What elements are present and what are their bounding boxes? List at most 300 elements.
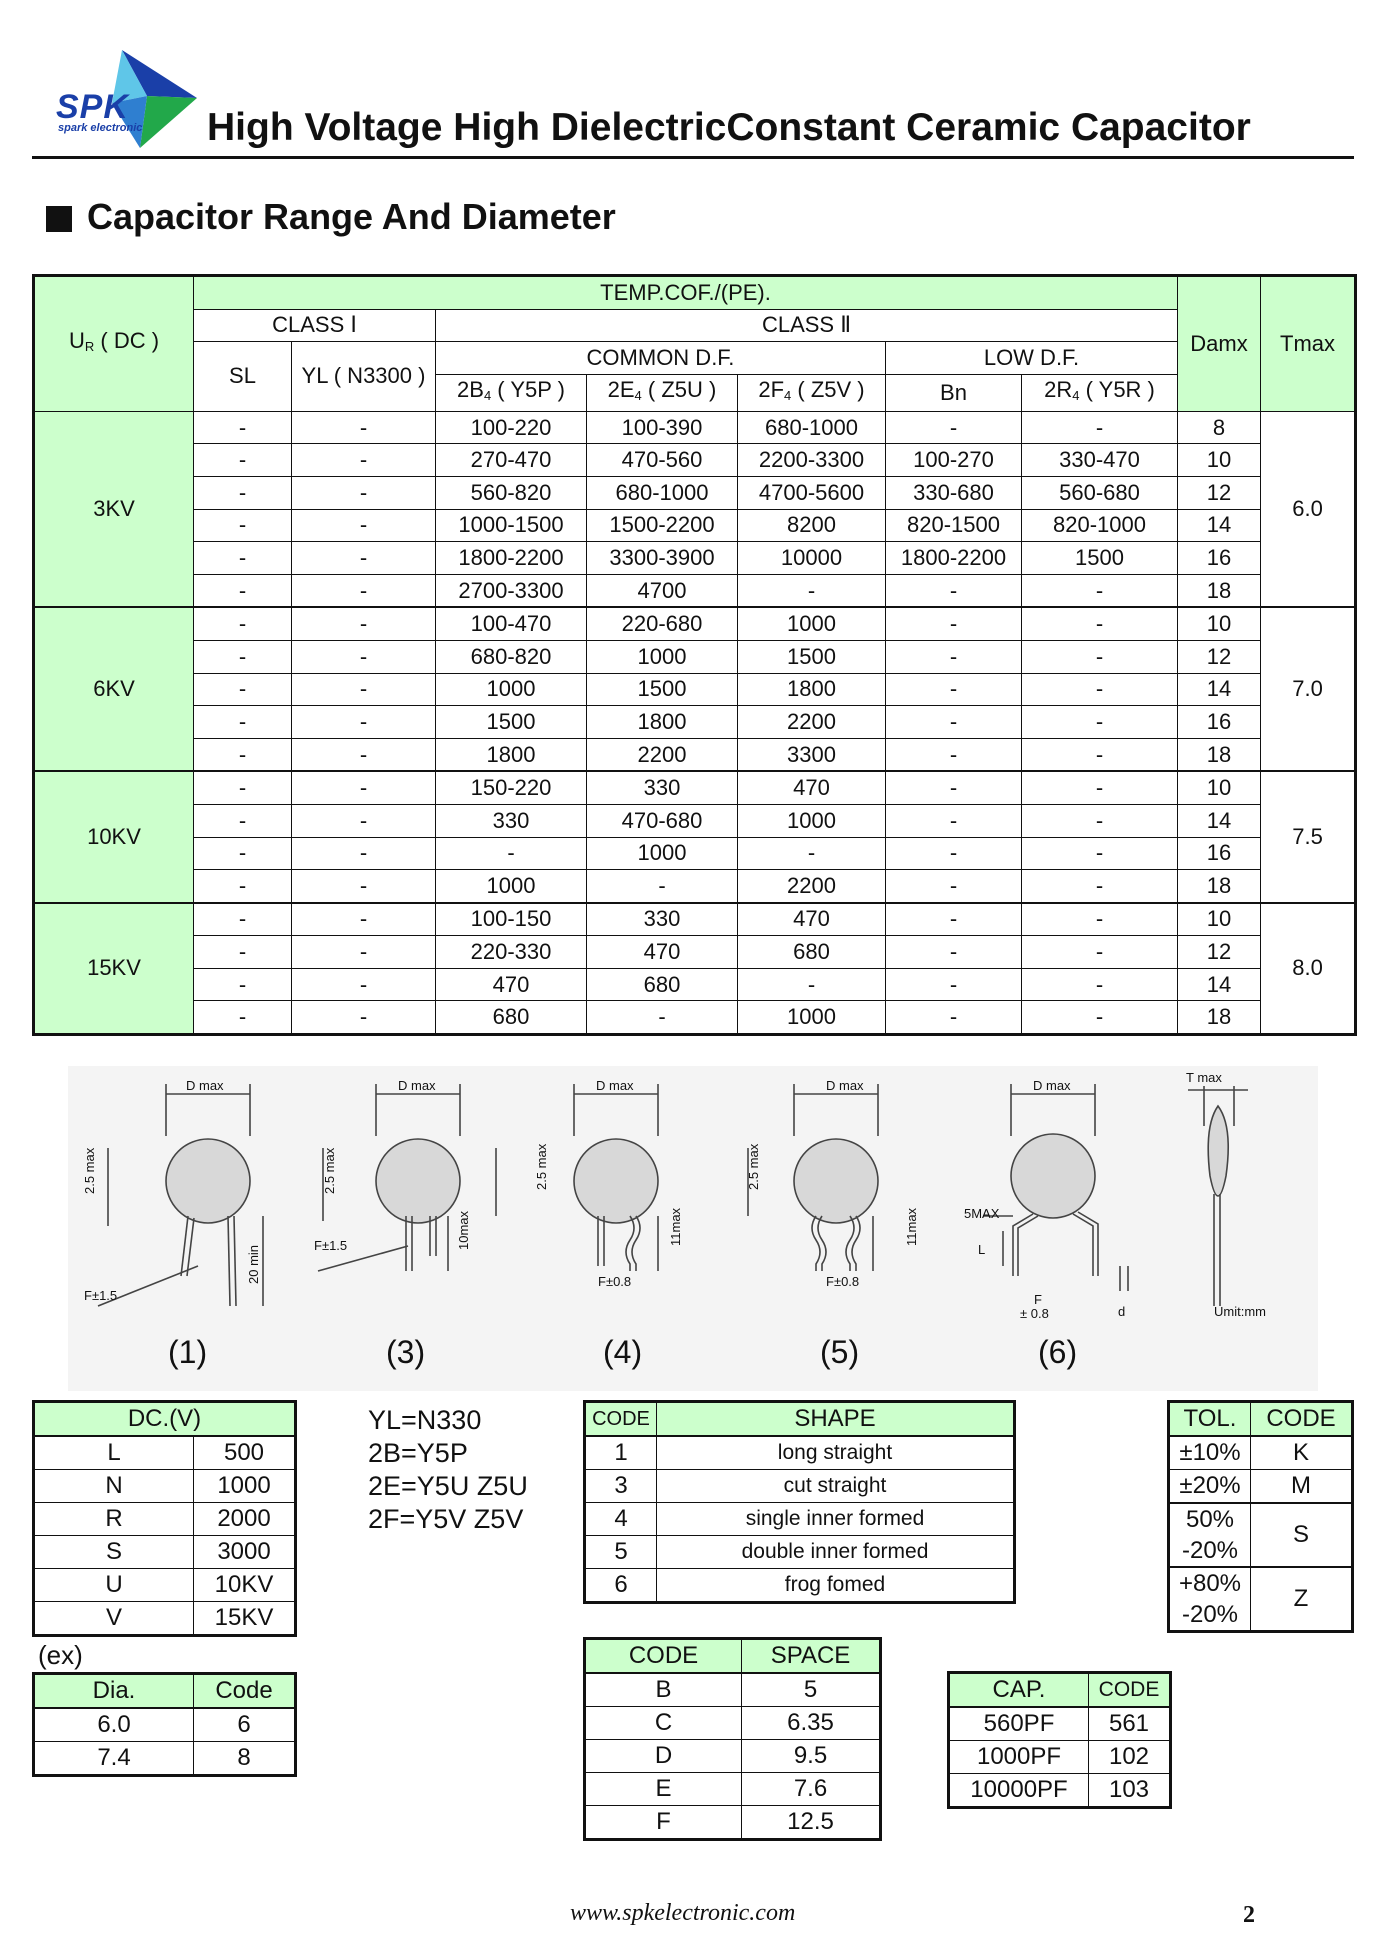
range-cell: - [738,574,886,607]
space-header: SPACE [742,1639,881,1674]
range-cell: - [1022,804,1178,837]
range-cell: 1800 [587,706,738,739]
logo [52,48,202,148]
range-cell: - [292,837,436,870]
dc-row [34,1569,296,1602]
range-cell: - [886,903,1022,936]
space-cell: 12.5 [742,1806,881,1840]
range-row [34,509,1356,542]
dim-25-label-4: 2.5 max [534,1143,549,1190]
range-row [34,936,1356,969]
range-cell: - [194,444,292,477]
space-code-header: CODE [585,1639,742,1674]
dc-cell: 2000 [194,1503,296,1536]
space-table-body [585,1673,881,1840]
range-cell: 10 [1178,903,1261,936]
range-cell: 680 [738,936,886,969]
tmax-header: Tmax [1261,276,1356,412]
range-cell: 2200 [587,738,738,771]
range-cell: - [886,706,1022,739]
range-cell: 14 [1178,509,1261,542]
logo-subtext: spark electronic [58,122,143,134]
range-cell: - [194,968,292,1001]
cap-row [949,1707,1171,1741]
dim-25-label-1: 2.5 max [82,1147,97,1194]
range-cell: 3300-3900 [587,542,738,575]
range-cell: 330-680 [886,476,1022,509]
range-cell: 1500 [738,640,886,673]
range-cell: 680-1000 [587,476,738,509]
range-cell: 1800 [436,738,587,771]
range-cell: 330 [587,903,738,936]
range-cell: - [886,771,1022,804]
dc-cell: 500 [194,1436,296,1470]
shape-cell: cut straight [657,1470,1015,1503]
range-cell: 270-470 [436,444,587,477]
range-cell: - [886,411,1022,444]
shape-cell: double inner formed [657,1536,1015,1569]
dc-table-header: DC.(V) [34,1402,296,1437]
dc-cell: S [34,1536,194,1569]
range-cell: 16 [1178,837,1261,870]
cap-cell: 102 [1089,1741,1171,1774]
dim-25-label-3: 2.5 max [322,1147,337,1194]
tol-lower: -20% [1181,1537,1239,1564]
col-bn-header: Bn [886,374,1022,411]
tmax-cell: 7.0 [1261,607,1356,771]
range-cell: - [194,771,292,804]
range-cell: - [436,837,587,870]
f08-label-4: F±0.8 [598,1274,632,1289]
range-cell: - [292,509,436,542]
tmax-label: T max [1186,1070,1222,1085]
col-2r4-header: $2R_4$ ( Y5R ) [1022,374,1178,411]
cap-cell: 560PF [949,1707,1089,1741]
space-row [585,1673,881,1707]
tol-code-header: CODE [1251,1402,1353,1437]
range-cell: - [292,607,436,640]
shape-cell: 6 [585,1569,657,1603]
dc-row [34,1503,296,1536]
range-row [34,640,1356,673]
l-label: L [978,1242,986,1257]
cap-row [949,1774,1171,1808]
tmax-cell: 6.0 [1261,411,1356,607]
range-row [34,738,1356,771]
range-cell: - [194,574,292,607]
dc-row [34,1436,296,1470]
range-cell: 1500 [1022,542,1178,575]
d-label: d [1118,1304,1126,1319]
range-cell: - [292,804,436,837]
range-cell: - [1022,738,1178,771]
range-row [34,444,1356,477]
range-cell: 16 [1178,542,1261,575]
space-cell: 5 [742,1673,881,1707]
range-cell: - [1022,1001,1178,1035]
range-cell: 1000 [738,804,886,837]
range-cell: 8 [1178,411,1261,444]
range-cell: - [194,673,292,706]
max11-label-5: 11max [904,1207,919,1246]
range-cell: - [194,903,292,936]
temp-cof-header: TEMP.COF./(PE). [194,276,1178,310]
range-cell: 12 [1178,476,1261,509]
dc-row [34,1470,296,1503]
dmax-label-4: D max [596,1078,634,1093]
range-cell: 8200 [738,509,886,542]
range-cell: - [1022,771,1178,804]
dc-cell: 1000 [194,1470,296,1503]
dc-cell: 15KV [194,1602,296,1636]
section-bullet-icon [46,206,72,232]
shape-code-header: CODE [585,1402,657,1437]
range-cell: 4700 [587,574,738,607]
range-row [34,574,1356,607]
capacitor-diagrams-svg [68,1066,1318,1391]
range-cell: 12 [1178,640,1261,673]
f-label-6: F [1034,1292,1042,1307]
range-cell: 18 [1178,870,1261,903]
shape-header: SHAPE [657,1402,1015,1437]
min20-label: 20 min [246,1244,261,1284]
dc-cell: N [34,1470,194,1503]
range-cell: - [194,1001,292,1035]
yl-header: YL ( N3300 ) [292,342,436,412]
tol-upper: +80% [1178,1570,1242,1597]
range-cell: 1000 [587,640,738,673]
range-cell: - [292,411,436,444]
diagram-label-6: (6) [1038,1334,1078,1370]
range-cell: 14 [1178,804,1261,837]
ex-label: (ex) [38,1640,83,1670]
shape-cell: 1 [585,1436,657,1470]
sl-header: SL [194,342,292,412]
range-cell: - [738,968,886,1001]
dmax-label-1: D max [186,1078,224,1093]
range-cell: 1500 [587,673,738,706]
range-cell: - [1022,607,1178,640]
logo-text: SPK [56,88,129,126]
dia-code-table [32,1672,297,1777]
dmax-label-5: D max [826,1078,864,1093]
space-cell: C [585,1707,742,1740]
range-row [34,903,1356,936]
range-cell: 680-820 [436,640,587,673]
cap-header: CAP. [949,1673,1089,1708]
f15-label-3: F±1.5 [314,1238,348,1253]
note-2: 2B=Y5P [368,1438,468,1468]
diagram-label-4: (4) [603,1334,643,1370]
range-cell: 18 [1178,738,1261,771]
tol-code: K [1251,1436,1353,1470]
range-cell: - [1022,936,1178,969]
diagram-label-3: (3) [386,1334,426,1370]
col-2b4-header: $2B_4$ ( Y5P ) [436,374,587,411]
range-cell: 1800-2200 [436,542,587,575]
range-cell: 100-390 [587,411,738,444]
space-row [585,1740,881,1773]
voltage-cell: 10KV [34,771,194,902]
dc-cell: V [34,1602,194,1636]
tol-value: ±20% [1169,1470,1251,1504]
space-row [585,1806,881,1840]
voltage-cell: 3KV [34,411,194,607]
range-row [34,968,1356,1001]
low-df-header: LOW D.F. [886,342,1178,375]
range-cell: 1000 [436,870,587,903]
space-cell: D [585,1740,742,1773]
range-cell: - [1022,706,1178,739]
range-cell: - [194,936,292,969]
range-cell: - [292,574,436,607]
dia-header: Dia. [34,1674,194,1709]
range-cell: 1000 [587,837,738,870]
range-cell: - [1022,673,1178,706]
dia-table-body [34,1708,296,1776]
shape-cell: frog fomed [657,1569,1015,1603]
range-cell: - [194,738,292,771]
space-cell: 6.35 [742,1707,881,1740]
range-cell: - [886,1001,1022,1035]
range-cell: 10 [1178,607,1261,640]
range-row [34,706,1356,739]
range-cell: 680 [436,1001,587,1035]
dia-row [34,1742,296,1776]
range-cell: 1800 [738,673,886,706]
range-row [34,804,1356,837]
range-cell: 16 [1178,706,1261,739]
cap-row [949,1741,1171,1774]
shape-table-body [585,1436,1015,1603]
range-cell: 10 [1178,771,1261,804]
tol-header: TOL. [1169,1402,1251,1437]
range-cell: 1000 [738,1001,886,1035]
dmax-label-3: D max [398,1078,436,1093]
dim-25-label-5: 2.5 max [746,1143,761,1190]
dc-cell: 3000 [194,1536,296,1569]
range-cell: - [194,476,292,509]
range-cell: - [1022,968,1178,1001]
diagram-label-5: (5) [820,1334,860,1370]
range-cell: - [194,706,292,739]
range-cell: - [587,1001,738,1035]
range-cell: - [1022,574,1178,607]
range-cell: - [194,870,292,903]
range-cell: - [886,738,1022,771]
range-cell: 4700-5600 [738,476,886,509]
range-cell: 470 [587,936,738,969]
range-row [34,542,1356,575]
dc-table-body [34,1436,296,1636]
cap-table-body [949,1707,1171,1808]
range-cell: - [1022,870,1178,903]
shape-cell: 4 [585,1503,657,1536]
shape-cell: 5 [585,1536,657,1569]
range-cell: 100-270 [886,444,1022,477]
class2-header: CLASS Ⅱ [436,309,1178,342]
range-cell: - [194,542,292,575]
max5-label: 5MAX [964,1206,1000,1221]
range-row [34,1001,1356,1035]
f15-label-1: F±1.5 [84,1288,118,1303]
range-cell: 12 [1178,936,1261,969]
voltage-cell: 6KV [34,607,194,771]
range-cell: 10000 [738,542,886,575]
header-rule [32,156,1354,159]
range-cell: 2200 [738,870,886,903]
range-cell: 14 [1178,968,1261,1001]
range-cell: 14 [1178,673,1261,706]
range-cell: - [292,476,436,509]
section-title: Capacitor Range And Diameter [87,196,616,237]
space-cell: B [585,1673,742,1707]
dia-code-header: Code [194,1674,296,1709]
range-cell: 2200 [738,706,886,739]
range-row [34,837,1356,870]
space-cell: F [585,1806,742,1840]
range-cell: - [194,837,292,870]
range-cell: 1000 [738,607,886,640]
range-cell: - [292,771,436,804]
tol-value [1169,1503,1251,1567]
dmax-label-6: D max [1033,1078,1071,1093]
range-cell: - [292,903,436,936]
tol-code: M [1251,1470,1353,1504]
diagram-label-1: (1) [168,1334,208,1370]
cap-cell: 10000PF [949,1774,1089,1808]
range-cell: 2200-3300 [738,444,886,477]
f08-label-5: F±0.8 [826,1274,860,1289]
shape-row [585,1536,1015,1569]
range-cell: - [886,574,1022,607]
range-cell: 18 [1178,1001,1261,1035]
range-cell: - [292,1001,436,1035]
range-cell: - [587,870,738,903]
cap-cell: 561 [1089,1707,1171,1741]
tol-code: Z [1251,1567,1353,1632]
dc-cell: U [34,1569,194,1602]
common-df-header: COMMON D.F. [436,342,886,375]
dc-row [34,1536,296,1569]
cap-cell: 103 [1089,1774,1171,1808]
shape-row [585,1503,1015,1536]
range-cell: - [886,936,1022,969]
range-cell: 470 [738,903,886,936]
range-cell: 1000-1500 [436,509,587,542]
range-row [34,870,1356,903]
ur-dc-header: $U_R$ ( DC ) [34,276,194,412]
shape-row [585,1470,1015,1503]
range-cell: - [1022,903,1178,936]
range-row [34,673,1356,706]
cap-cell: 1000PF [949,1741,1089,1774]
range-cell: 680 [587,968,738,1001]
range-cell: - [886,673,1022,706]
dc-cell: L [34,1436,194,1470]
note-3: 2E=Y5U Z5U [368,1471,528,1501]
range-cell: - [886,870,1022,903]
range-cell: - [292,870,436,903]
shape-code-table [583,1400,1016,1604]
range-cell: - [292,444,436,477]
range-cell: 3300 [738,738,886,771]
range-cell: 820-1000 [1022,509,1178,542]
space-row [585,1773,881,1806]
diagram-1-shape [98,1084,263,1306]
class1-header: CLASS Ⅰ [194,309,436,342]
space-row [585,1707,881,1740]
range-cell: 330 [587,771,738,804]
range-row [34,411,1356,444]
range-cell: 1500-2200 [587,509,738,542]
space-cell: 7.6 [742,1773,881,1806]
range-cell: 470-560 [587,444,738,477]
range-cell: 1000 [436,673,587,706]
range-cell: 100-470 [436,607,587,640]
range-cell: - [194,607,292,640]
range-cell: 2700-3300 [436,574,587,607]
dia-cell: 7.4 [34,1742,194,1776]
dc-row [34,1602,296,1636]
range-cell: 820-1500 [886,509,1022,542]
range-cell: - [194,640,292,673]
capacitor-range-body [34,411,1356,1034]
range-cell: - [292,968,436,1001]
range-cell: - [194,509,292,542]
capacitor-range-table [32,274,1357,1036]
range-cell: - [292,640,436,673]
dc-cell: 10KV [194,1569,296,1602]
footer-url[interactable]: www.spkelectronic.com [570,1900,796,1926]
page-number: 2 [1243,1902,1255,1928]
range-row [34,476,1356,509]
code-notes [368,1404,528,1536]
range-cell: - [886,640,1022,673]
diagram-4-shape [496,1084,658,1271]
tolerance-code-table [1167,1400,1354,1633]
range-cell: 100-220 [436,411,587,444]
range-cell: - [194,804,292,837]
dia-cell: 6.0 [34,1708,194,1742]
dia-row [34,1708,296,1742]
tmax-cell: 8.0 [1261,903,1356,1035]
range-cell: 220-330 [436,936,587,969]
range-cell: - [292,936,436,969]
col-2f4-header: $2F_4$ ( Z5V ) [738,374,886,411]
shape-cell: single inner formed [657,1503,1015,1536]
dia-cell: 6 [194,1708,296,1742]
cap-code-table [947,1671,1172,1809]
range-cell: 150-220 [436,771,587,804]
range-cell: - [738,837,886,870]
range-cell: - [292,706,436,739]
note-1: YL=N330 [368,1405,482,1435]
col-2e4-header: $2E_4$ ( Z5U ) [587,374,738,411]
range-cell: 470 [738,771,886,804]
cap-code-header: CODE [1089,1673,1171,1708]
shape-row [585,1436,1015,1470]
page-title: High Voltage High DielectricConstant Ceramic Capacitor [207,106,1251,149]
pm08-label: ± 0.8 [1020,1306,1049,1321]
range-cell: - [1022,837,1178,870]
range-cell: 560-680 [1022,476,1178,509]
tol-value: ±10% [1169,1436,1251,1470]
range-cell: 100-150 [436,903,587,936]
max10-label: 10max [456,1210,471,1250]
range-cell: 330 [436,804,587,837]
damx-header: Damx [1178,276,1261,412]
